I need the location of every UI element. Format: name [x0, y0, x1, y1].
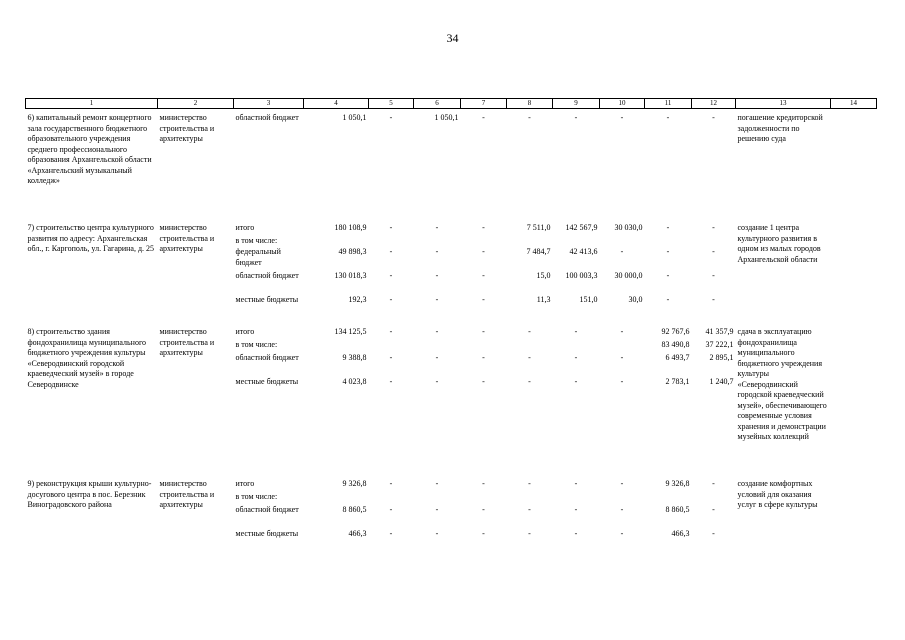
amount-cell: 180 108,9: [334, 223, 367, 232]
column-number: 12: [692, 99, 736, 109]
amount-cell: [369, 236, 414, 247]
executor: министерство строительства и архитектуры: [159, 223, 215, 253]
amount-cell: 134 125,5: [334, 327, 367, 336]
amount-cell: -: [712, 295, 715, 304]
funding-source: федеральный бюджет: [235, 247, 281, 267]
amount-cell: 7 484,7: [526, 247, 551, 256]
amount-cell: 49 898,3: [338, 247, 367, 256]
amount-cell: 42 413,6: [569, 247, 598, 256]
measure-name: 6) капитальный ремонт концертного зала государственного бюджетного образовательного учреждения среднего профессионального образования Архангельской области «Архангельский музыкальный колледж»: [27, 113, 152, 185]
amount-cell: -: [528, 327, 531, 336]
amount-cell: -: [435, 505, 439, 514]
spacer-cell: [26, 211, 877, 223]
funding-source: итого: [235, 223, 255, 232]
expected-result: погашение кредиторской задолженности по решению суда: [737, 113, 823, 143]
funding-source: областной бюджет: [235, 353, 299, 362]
measure-name: 9) реконструкция крыши культурно-досугового центра в пос. Березник Виноградовского района: [27, 479, 152, 509]
amount-cell: [304, 340, 369, 353]
amount-cell: -: [389, 223, 393, 232]
amount-cell: [461, 236, 507, 247]
amount-cell: [645, 236, 692, 247]
column-number: 13: [736, 99, 831, 109]
amount-cell: 8 860,5: [342, 505, 367, 514]
amount-cell: -: [435, 479, 439, 488]
amount-cell: -: [435, 295, 439, 304]
amount-cell: -: [435, 327, 439, 336]
funding-source: областной бюджет: [235, 271, 299, 280]
amount-cell: -: [620, 505, 624, 514]
table-row: [26, 223, 877, 236]
column-number: 2: [158, 99, 234, 109]
amount-cell: 11,3: [536, 295, 551, 304]
column-14-cell: [831, 327, 877, 465]
amount-cell: -: [620, 529, 624, 538]
table-row: [26, 327, 877, 340]
amount-cell: [369, 340, 414, 353]
amount-cell: 151,0: [579, 295, 598, 304]
amount-cell: -: [574, 529, 578, 538]
amount-cell: -: [482, 505, 485, 514]
amount-cell: 9 388,8: [342, 353, 367, 362]
amount-cell: -: [666, 113, 670, 122]
amount-cell: -: [712, 479, 715, 488]
spacer-cell: [26, 319, 877, 327]
table-row: [26, 479, 877, 492]
section-spacer: [26, 319, 877, 327]
executor: министерство строительства и архитектуры: [159, 479, 215, 509]
amount-cell: -: [620, 113, 624, 122]
amount-cell: -: [620, 247, 624, 256]
amount-cell: -: [389, 271, 393, 280]
column-14-cell: [831, 223, 877, 319]
column-number: 11: [645, 99, 692, 109]
amount-cell: 7 511,0: [526, 223, 551, 232]
funding-source: в том числе:: [235, 492, 278, 501]
column-number: 4: [304, 99, 369, 109]
amount-cell: 142 567,9: [565, 223, 598, 232]
amount-cell: -: [574, 113, 578, 122]
funding-source: итого: [235, 327, 255, 336]
amount-cell: 41 357,9: [705, 327, 734, 336]
funding-source: итого: [235, 479, 255, 488]
amount-cell: -: [712, 529, 715, 538]
amount-cell: -: [482, 353, 485, 362]
amount-cell: 4 023,8: [342, 377, 367, 386]
amount-cell: [507, 340, 553, 353]
funding-source: местные бюджеты: [235, 529, 299, 538]
amount-cell: -: [482, 247, 485, 256]
measure-name: 7) строительство центра культурного развития по адресу: Архангельская обл., г. Каргополь, ул. Гагарина, д. 25: [27, 223, 155, 253]
column-number-row: [26, 99, 877, 109]
amount-cell: -: [482, 327, 485, 336]
amount-cell: -: [666, 223, 670, 232]
amount-cell: -: [389, 327, 393, 336]
amount-cell: [304, 236, 369, 247]
amount-cell: 466,3: [671, 529, 690, 538]
amount-cell: 30 000,0: [614, 271, 643, 280]
amount-cell: [692, 492, 736, 505]
funding-source: областной бюджет: [235, 505, 299, 514]
amount-cell: 30 030,0: [614, 223, 643, 232]
amount-cell: -: [482, 377, 485, 386]
amount-cell: 9 326,8: [665, 479, 690, 488]
amount-cell: [553, 492, 600, 505]
amount-cell: -: [435, 271, 439, 280]
amount-cell: 8 860,5: [665, 505, 690, 514]
amount-cell: -: [482, 295, 485, 304]
amount-cell: -: [482, 113, 485, 122]
amount-cell: -: [435, 377, 439, 386]
amount-cell: 100 003,3: [565, 271, 598, 280]
funding-source: в том числе:: [235, 340, 278, 349]
amount-cell: -: [482, 223, 485, 232]
amount-cell: 2 895,1: [709, 353, 734, 362]
amount-cell: [369, 492, 414, 505]
amount-cell: -: [620, 327, 624, 336]
amount-cell: 37 222,1: [705, 340, 734, 349]
amount-cell: -: [574, 377, 578, 386]
amount-cell: 6 493,7: [665, 353, 690, 362]
amount-cell: [414, 236, 461, 247]
amount-cell: -: [574, 353, 578, 362]
amount-cell: -: [528, 479, 531, 488]
expected-result: создание 1 центра культурного развития в одном из малых городов Архангельской области: [737, 223, 821, 264]
amount-cell: -: [620, 353, 624, 362]
amount-cell: 92 767,6: [661, 327, 690, 336]
amount-cell: [553, 340, 600, 353]
expected-result: создание комфортных условий для оказания услуг в сфере культуры: [737, 479, 818, 509]
amount-cell: [414, 492, 461, 505]
amount-cell: -: [389, 479, 393, 488]
amount-cell: -: [389, 295, 393, 304]
amount-cell: 130 018,3: [334, 271, 367, 280]
amount-cell: [461, 340, 507, 353]
amount-cell: -: [712, 271, 715, 280]
amount-cell: -: [666, 247, 670, 256]
amount-cell: -: [389, 113, 393, 122]
amount-cell: [553, 236, 600, 247]
amount-cell: -: [435, 223, 439, 232]
funding-source: областной бюджет: [235, 113, 299, 122]
amount-cell: [645, 492, 692, 505]
amount-cell: -: [712, 223, 715, 232]
column-number: 5: [369, 99, 414, 109]
amount-cell: -: [389, 247, 393, 256]
amount-cell: -: [712, 247, 715, 256]
amount-cell: -: [435, 353, 439, 362]
column-number: 6: [414, 99, 461, 109]
amount-cell: -: [528, 505, 531, 514]
amount-cell: [304, 492, 369, 505]
amount-cell: 192,3: [348, 295, 367, 304]
section-spacer: [26, 211, 877, 223]
expected-result: сдача в эксплуатацию фондохранилища муниципального бюджетного учреждения культуры «Северодвинский городской краеведческий музей», обеспечивающего современные условия хранения и демонстрации музейных коллекций: [737, 327, 827, 441]
funding-source: в том числе:: [235, 236, 278, 245]
column-14-cell: [831, 479, 877, 553]
amount-cell: -: [389, 353, 393, 362]
amount-cell: -: [389, 505, 393, 514]
amount-cell: [414, 340, 461, 353]
amount-cell: 15,0: [536, 271, 551, 280]
amount-cell: [507, 492, 553, 505]
amount-cell: 83 490,8: [661, 340, 690, 349]
column-number: 8: [507, 99, 553, 109]
amount-cell: [461, 492, 507, 505]
amount-cell: -: [482, 529, 485, 538]
amount-cell: -: [435, 247, 439, 256]
amount-cell: -: [574, 505, 578, 514]
amount-cell: -: [574, 327, 578, 336]
amount-cell: -: [528, 113, 531, 122]
amount-cell: -: [620, 479, 624, 488]
column-number: 14: [831, 99, 877, 109]
amount-cell: 9 326,8: [342, 479, 367, 488]
page-number: 34: [446, 31, 459, 45]
amount-cell: 1 240,7: [709, 377, 734, 386]
amount-cell: -: [666, 271, 670, 280]
amount-cell: 1 050,1: [342, 113, 367, 122]
funding-source: местные бюджеты: [235, 295, 299, 304]
funding-source: местные бюджеты: [235, 377, 299, 386]
amount-cell: -: [435, 529, 439, 538]
amount-cell: [600, 236, 645, 247]
amount-cell: -: [620, 377, 624, 386]
amount-cell: [692, 236, 736, 247]
amount-cell: 30,0: [628, 295, 643, 304]
amount-cell: -: [574, 479, 578, 488]
amount-cell: 2 783,1: [665, 377, 690, 386]
amount-cell: -: [528, 353, 531, 362]
amount-cell: -: [389, 529, 393, 538]
amount-cell: [600, 492, 645, 505]
spacer-cell: [26, 465, 877, 479]
measure-name: 8) строительство здания фондохранилища муниципального бюджетного учреждения культуры «Северодвинский городской краеведческий музей» в городе Северодвинске: [27, 327, 147, 389]
executor: министерство строительства и архитектуры: [159, 113, 215, 143]
amount-cell: [507, 236, 553, 247]
column-14-cell: [831, 113, 877, 211]
column-number: 3: [234, 99, 304, 109]
amount-cell: -: [666, 295, 670, 304]
amount-cell: -: [482, 271, 485, 280]
column-number: 7: [461, 99, 507, 109]
amount-cell: -: [389, 377, 393, 386]
program-table: [25, 98, 877, 553]
amount-cell: -: [712, 113, 715, 122]
amount-cell: 466,3: [348, 529, 367, 538]
section-spacer: [26, 465, 877, 479]
amount-cell: -: [482, 479, 485, 488]
column-number: 10: [600, 99, 645, 109]
amount-cell: -: [528, 529, 531, 538]
amount-cell: -: [712, 505, 715, 514]
amount-cell: [600, 340, 645, 353]
column-number: 1: [26, 99, 158, 109]
executor: министерство строительства и архитектуры: [159, 327, 215, 357]
table-row: [26, 113, 877, 211]
amount-cell: 1 050,1: [434, 113, 459, 122]
column-number: 9: [553, 99, 600, 109]
amount-cell: -: [528, 377, 531, 386]
